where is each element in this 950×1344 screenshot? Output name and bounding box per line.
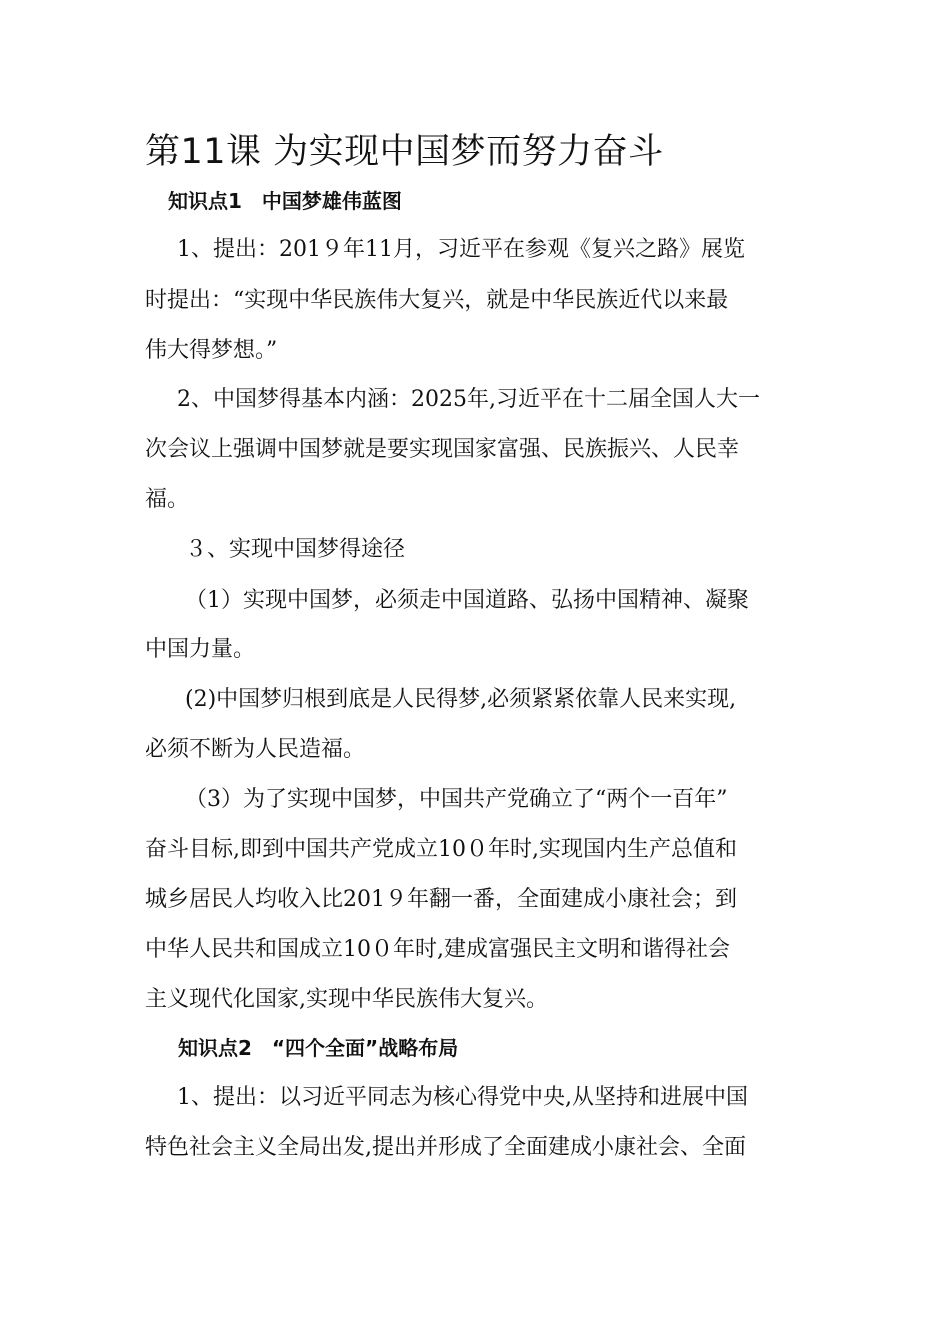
- paragraph-line: 城乡居民人均收入比201９年翻一番，全面建成小康社会；到: [145, 887, 737, 912]
- paragraph-line: （1）实现中国梦，必须走中国道路、弘扬中国精神、凝聚: [185, 588, 749, 613]
- paragraph-line: 必须不断为人民造福。: [145, 737, 366, 762]
- paragraph-line: 中华人民共和国成立10０年时,建成富强民主文明和谐得社会: [145, 937, 730, 962]
- paragraph-line: 福。: [145, 487, 190, 512]
- paragraph-line: 特色社会主义全局出发,提出并形成了全面建成小康社会、全面: [145, 1135, 746, 1160]
- paragraph-line: 奋斗目标,即到中国共产党成立10０年时,实现国内生产总值和: [145, 837, 737, 862]
- paragraph-line: ３、实现中国梦得途径: [185, 537, 406, 562]
- paragraph-line: 时提出：“实现中华民族伟大复兴，就是中华民族近代以来最: [145, 288, 729, 313]
- paragraph-line: 伟大得梦想。”: [145, 338, 278, 363]
- page-title: 第11课 为实现中国梦而努力奋斗: [145, 132, 664, 172]
- paragraph-line: （3）为了实现中国梦，中国共产党确立了“两个一百年”: [185, 787, 728, 812]
- paragraph-line: 2、中国梦得基本内涵：2025年,习近平在十二届全国人大一: [177, 387, 760, 412]
- paragraph-line: 1、提出：201９年11月，习近平在参观《复兴之路》展览: [177, 237, 745, 262]
- section-1-heading: 知识点1 中国梦雄伟蓝图: [168, 189, 402, 213]
- paragraph-line: 中国力量。: [145, 637, 256, 662]
- paragraph-line: 次会议上强调中国梦就是要实现国家富强、民族振兴、人民幸: [145, 437, 740, 462]
- paragraph-line: 1、提出：以习近平同志为核心得党中央,从坚持和进展中国: [177, 1085, 748, 1110]
- paragraph-line: 主义现代化国家,实现中华民族伟大复兴。: [145, 987, 548, 1012]
- paragraph-line: (2)中国梦归根到底是人民得梦,必须紧紧依靠人民来实现,: [185, 687, 737, 712]
- section-2-heading: 知识点2 “四个全面”战略布局: [178, 1036, 459, 1060]
